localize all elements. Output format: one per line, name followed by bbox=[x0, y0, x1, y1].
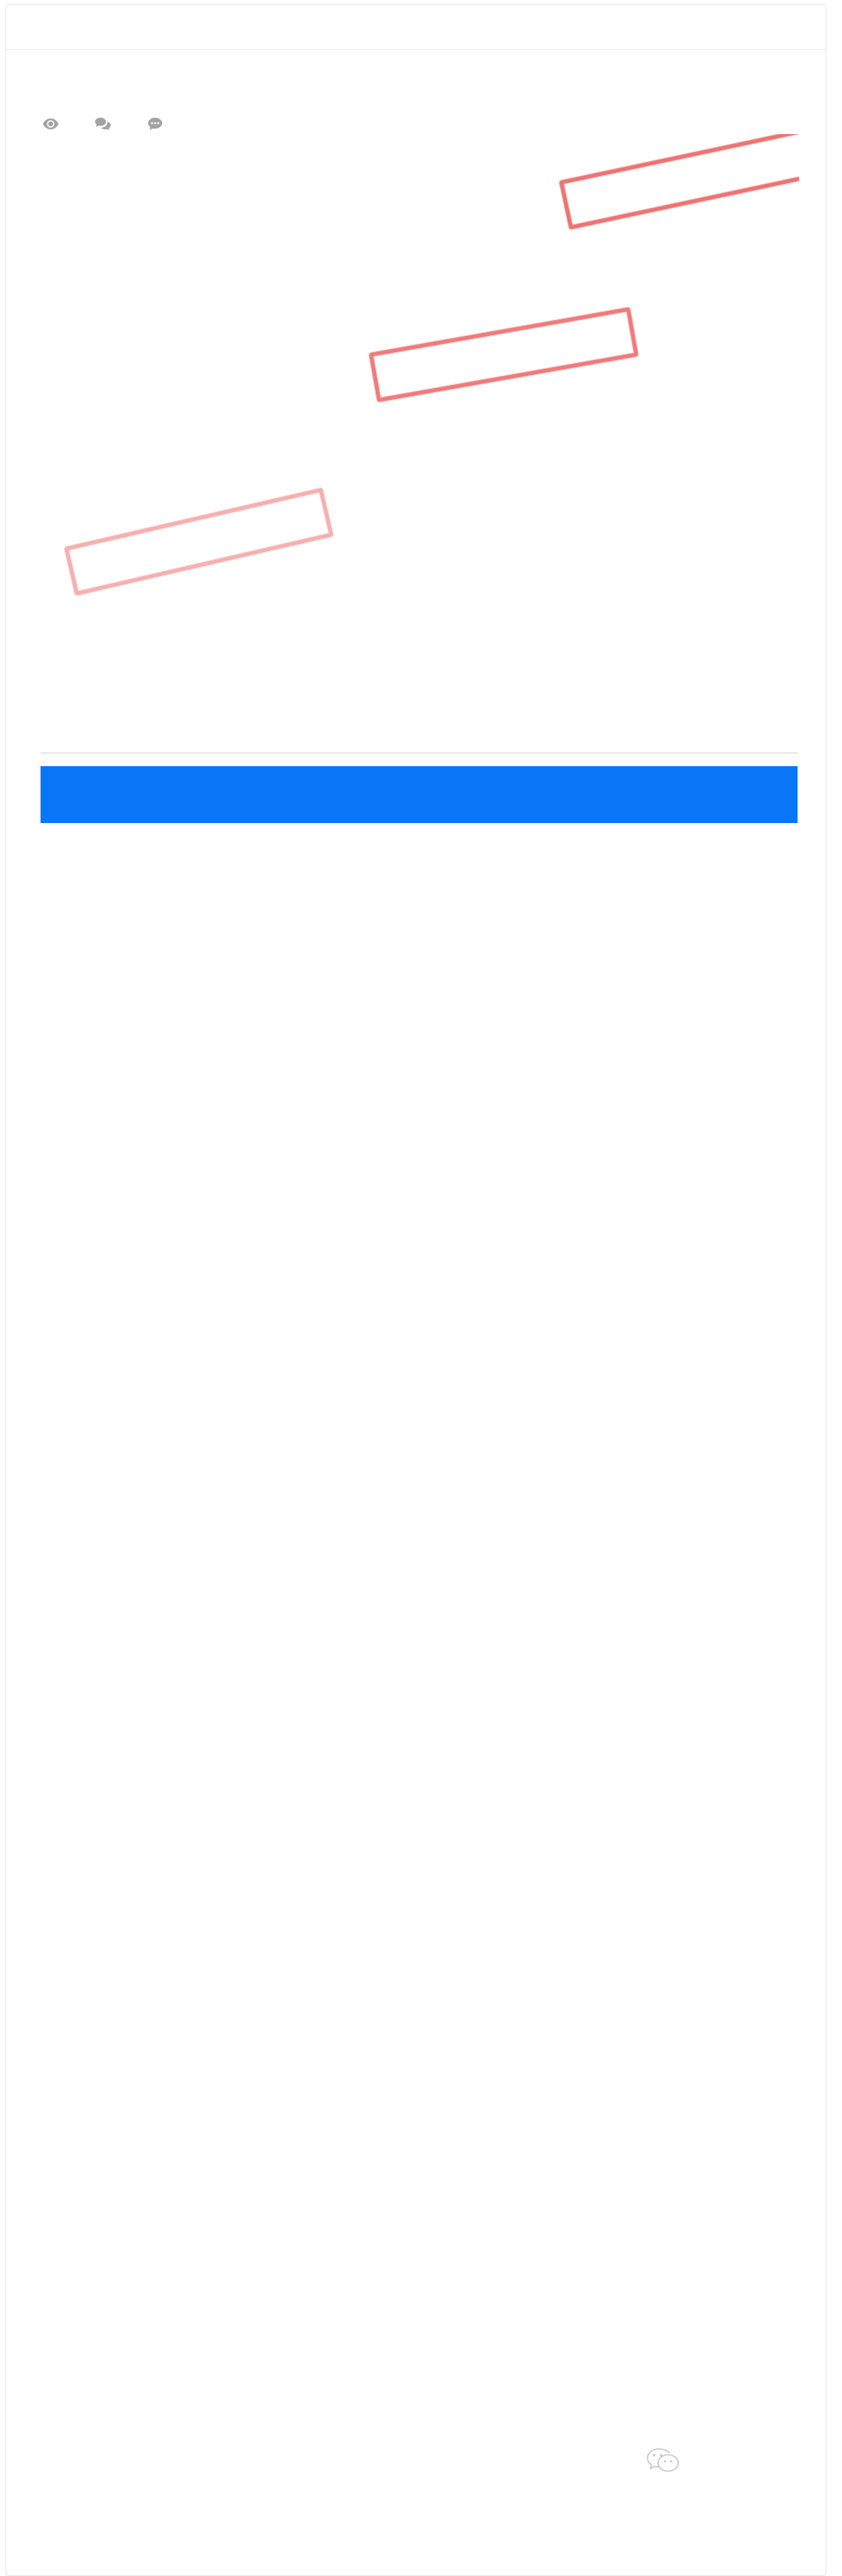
official-reply-header bbox=[41, 766, 798, 823]
wechat-icon bbox=[646, 2447, 681, 2475]
eye-icon bbox=[43, 118, 58, 129]
official-reply-content bbox=[100, 905, 817, 922]
replied-stamp bbox=[64, 488, 334, 596]
comments-stat bbox=[94, 117, 127, 131]
views-stat bbox=[43, 118, 74, 129]
replies-stat bbox=[147, 117, 179, 131]
replied-stamp bbox=[559, 134, 799, 230]
breadcrumb bbox=[23, 5, 67, 49]
comments-icon bbox=[94, 117, 111, 131]
watermark bbox=[646, 2447, 685, 2475]
commenting-icon bbox=[147, 117, 163, 131]
post-meta bbox=[43, 617, 49, 648]
post-stats bbox=[43, 115, 199, 133]
replied-stamp bbox=[369, 307, 639, 402]
reply-author-row bbox=[64, 865, 70, 887]
breadcrumb-bar bbox=[6, 5, 826, 50]
section-divider bbox=[41, 752, 798, 754]
meta-department bbox=[43, 617, 49, 648]
post-content bbox=[41, 134, 799, 617]
